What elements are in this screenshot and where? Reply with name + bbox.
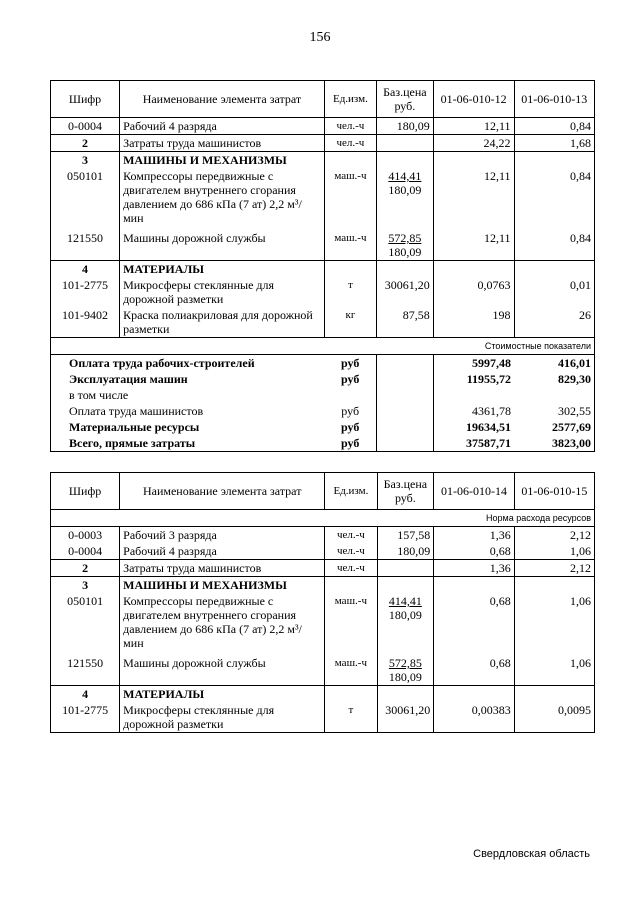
header-unit: Ед.изм. [325,473,377,510]
table-cell: в том числе [51,387,325,403]
table-cell: 101-9402 [51,307,120,338]
table-cell: Машины дорожной службы [120,655,325,686]
header-price: Баз.цена руб. [377,473,434,510]
price-value: 180,09 [388,245,422,259]
summary-row [51,371,595,387]
table-cell: 0,84 [514,230,594,261]
table-row [51,135,595,152]
table-cell: маш.-ч [325,593,377,655]
table-cell: 12,11 [433,118,514,135]
price-value: 180,09 [388,670,422,684]
table-cell: МАТЕРИАЛЫ [120,261,325,278]
price-value: 572,85 [388,656,422,670]
table-cell [434,686,515,703]
table-cell: 101-2775 [51,702,120,733]
table-cell: 24,22 [433,135,514,152]
table-cell: Оплата труда машинистов [51,403,325,419]
table-cell [324,387,376,403]
section-row [51,261,595,278]
table-cell: 30061,20 [377,277,434,307]
table-row [51,543,595,560]
table-cell: 050101 [51,168,120,230]
table-row [51,168,595,230]
page-number: 156 [309,30,331,45]
table-cell: руб [324,355,376,372]
table-cell: 3 [51,152,120,169]
table-row [51,593,595,655]
price-value: 180,09 [388,183,422,197]
table-cell: Краска полиакриловая для дорожной разметки [120,307,325,338]
table-cell: 87,58 [377,307,434,338]
table-row [51,277,595,307]
table-cell [377,593,434,655]
header-code: Шифр [51,81,120,118]
table-cell: 0,00383 [434,702,515,733]
table-cell: 37587,71 [433,435,514,452]
table-cell: 416,01 [514,355,594,372]
table-row [51,560,595,577]
table-cell [377,371,434,387]
table-cell: 121550 [51,655,120,686]
table-cell: Рабочий 4 разряда [120,118,325,135]
table-row [51,230,595,261]
table-cell [514,261,594,278]
table-cell [433,387,514,403]
table-cell: кг [324,307,376,338]
header-unit: Ед.изм. [324,81,376,118]
table-cell: 11955,72 [466,372,512,386]
table-cell: 121550 [51,230,120,261]
table-cell: Стоимостные показатели [51,338,595,355]
table-cell [325,577,377,594]
header-price: Баз.цена руб. [377,81,434,118]
table-cell [433,152,514,169]
cost-label-row [51,338,595,355]
table-row [51,655,595,686]
table-cell: 12,11 [433,168,514,230]
table-cell: Затраты труда машинистов [120,560,325,577]
table-cell [514,686,594,703]
table-cell [377,655,434,686]
table-cell: Оплата труда рабочих-строителей [51,355,325,372]
cost-table-2 [50,472,595,733]
table-cell: Эксплуатация машин [51,371,325,387]
table-cell [377,577,434,594]
table-cell: 050101 [51,593,120,655]
table-cell: 0,84 [514,118,594,135]
table-cell: Рабочий 4 разряда [120,543,325,560]
table-cell [377,168,434,230]
table-cell [377,355,434,372]
table-cell: чел.-ч [324,135,376,152]
table-cell: маш.-ч [325,655,377,686]
table-cell: Затраты труда машинистов [120,135,325,152]
table-cell: Микросферы стеклянные для дорожной разметки [120,702,325,733]
summary-row [51,419,595,435]
header-col-2: 01-06-010-15 [514,473,594,510]
footer-region: Свердловская область [473,848,590,860]
table-cell: 2,12 [514,560,594,577]
table-cell: МАШИНЫ И МЕХАНИЗМЫ [120,577,325,594]
table-cell: руб [324,435,376,452]
table-cell: т [324,277,376,307]
table-cell: 157,58 [377,527,434,544]
table-cell: Машины дорожной службы [120,230,325,261]
table-cell: МАТЕРИАЛЫ [120,686,325,703]
table-cell: 19634,51 [466,420,512,434]
table-row [51,307,595,338]
table-cell: 0,68 [434,543,515,560]
section-row [51,577,595,594]
table-cell: 1,06 [514,655,594,686]
table-cell: 0,68 [434,593,515,655]
table-cell [433,261,514,278]
cost-table-1 [50,80,595,452]
price-value: 414,41 [388,594,422,608]
table-cell: 4 [51,261,120,278]
price-value: 572,85 [388,231,422,245]
table-cell: 0,0095 [514,702,594,733]
table-cell: 0,01 [514,277,594,307]
table-cell: 2577,69 [514,419,594,435]
table-cell [377,261,434,278]
price-value: 180,09 [388,608,422,622]
table-cell: Всего, прямые затраты [51,435,325,452]
table-cell [377,152,434,169]
table-cell: т [325,702,377,733]
table-cell: 0,84 [514,168,594,230]
summary-row [51,387,595,403]
table-cell: 0-0004 [51,118,120,135]
table-cell: 3 [51,577,120,594]
header-col-1: 01-06-010-14 [434,473,515,510]
table-cell: руб [324,419,376,435]
table-cell: 302,55 [514,403,594,419]
table-cell: чел.-ч [325,527,377,544]
table-cell [377,230,434,261]
table-cell: 1,06 [514,543,594,560]
table-cell: чел.-ч [325,543,377,560]
table-cell [324,261,376,278]
table-cell [377,560,434,577]
table-cell: 0-0004 [51,543,120,560]
table-cell: 1,36 [434,560,515,577]
table-cell [377,135,434,152]
table-cell [377,387,434,403]
table-cell: руб [324,371,376,387]
table-cell [377,403,434,419]
table-cell: 3823,00 [514,435,594,452]
table-cell: 30061,20 [377,702,434,733]
section-row [51,152,595,169]
header-col-2: 01-06-010-13 [514,81,594,118]
table-cell: Норма расхода ресурсов [51,510,595,527]
summary-row [51,403,595,419]
table-cell: 12,11 [433,230,514,261]
table-cell: чел.-ч [324,118,376,135]
table-cell [377,686,434,703]
table-cell: 2 [51,560,120,577]
table-cell: 0,68 [434,655,515,686]
table-cell: 26 [514,307,594,338]
table-cell: 1,06 [514,593,594,655]
table-cell: 180,09 [377,118,434,135]
table-cell: 2,12 [514,527,594,544]
table-cell: Компрессоры передвижные с двигателем внутреннего сгорания давлением до 686 кПа (7 ат) 2,2 м³/мин [120,168,325,230]
table-cell [434,577,515,594]
table-cell [377,419,434,435]
table-cell: 0,0763 [433,277,514,307]
table-cell: 101-2775 [51,277,120,307]
table-cell [324,152,376,169]
table-cell [514,577,594,594]
table-cell: 0-0003 [51,527,120,544]
table-cell [514,152,594,169]
table-row [51,527,595,544]
table-cell: руб [324,403,376,419]
table-cell: Компрессоры передвижные с двигателем внутреннего сгорания давлением до 686 кПа (7 ат) 2,2 м³/мин [120,593,325,655]
summary-row [51,355,595,372]
table-cell: Микросферы стеклянные для дорожной разметки [120,277,325,307]
header-col-1: 01-06-010-12 [433,81,514,118]
table-cell: 1,36 [434,527,515,544]
norm-label-row [51,510,595,527]
table-cell: 1,68 [514,135,594,152]
table-row [51,118,595,135]
table-row [51,702,595,733]
table-cell [514,387,594,403]
table-cell: Материальные ресурсы [51,419,325,435]
table-cell: 4361,78 [472,404,512,418]
summary-row [51,435,595,452]
table-cell: 4 [51,686,120,703]
price-value: 414,41 [388,169,422,183]
table-cell: 5997,48 [472,356,512,370]
table-cell [377,435,434,452]
table-cell: 2 [51,135,120,152]
table-cell: маш.-ч [324,230,376,261]
table-cell: 198 [433,307,514,338]
table-cell [325,686,377,703]
table-cell: маш.-ч [324,168,376,230]
table-cell: чел.-ч [325,560,377,577]
header-name: Наименование элемента затрат [120,473,325,510]
table-cell: МАШИНЫ И МЕХАНИЗМЫ [120,152,325,169]
table-cell: Рабочий 3 разряда [120,527,325,544]
table-cell: 180,09 [377,543,434,560]
header-code: Шифр [51,473,120,510]
header-name: Наименование элемента затрат [120,81,325,118]
section-row [51,686,595,703]
table-cell: 829,30 [514,371,594,387]
